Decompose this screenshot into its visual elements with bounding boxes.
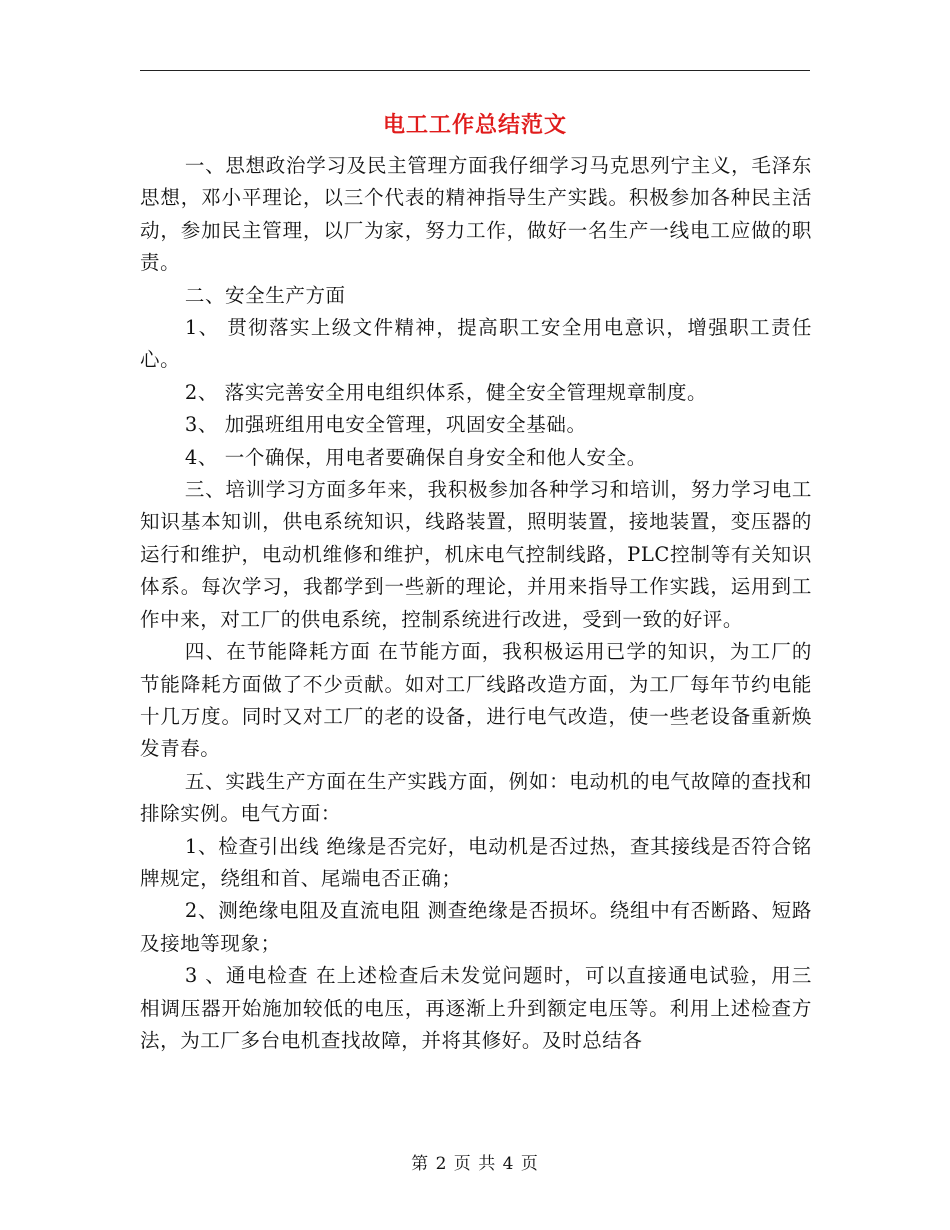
paragraph-political-study: 一、思想政治学习及民主管理方面我仔细学习马克思列宁主义，毛泽东思想，邓小平理论，以三个代表的精神指导生产实践。积极参加各种民主活动，参加民主管理，以厂为家，努力工作，做好一名生产一线电工应做的职责。: [140, 154, 812, 275]
paragraph-safety-item-1: 1、 贯彻落实上级文件精神，提高职工安全用电意识，增强职工责任心。: [140, 316, 812, 372]
paragraph-safety-item-4: 4、 一个确保，用电者要确保自身安全和他人安全。: [184, 445, 647, 469]
document-title: 电工工作总结范文: [382, 112, 567, 138]
document-body: [140, 150, 812, 1057]
paragraph-safety-item-2: 2、 落实完善安全用电组织体系，健全安全管理规章制度。: [184, 380, 708, 404]
paragraph-safety-heading: 二、安全生产方面: [184, 283, 346, 307]
page-number-footer: 第 2 页 共 4 页: [411, 1154, 539, 1174]
paragraph-practice-item-1: 1、检查引出线 绝缘是否完好，电动机是否过热，查其接线是否符合铭牌规定，绕组和首、尾端电否正确；: [140, 834, 812, 890]
paragraph-safety-item-3: 3、 加强班组用电安全管理，巩固安全基础。: [184, 413, 587, 437]
paragraph-practice: 五、实践生产方面在生产实践方面，例如：电动机的电气故障的查找和排除实例。电气方面：: [140, 769, 812, 826]
paragraph-energy-saving: 四、在节能降耗方面 在节能方面，我积极运用已学的知识，为工厂的节能降耗方面做了不少贡献。如对工厂线路改造方面，为工厂每年节约电能十几万度。同时又对工厂的老的设备，进行电气改造，使一些老设备重新焕发青春。: [140, 640, 812, 761]
paragraph-practice-item-3: 3 、通电检查 在上述检查后未发觉问题时，可以直接通电试验，用三相调压器开始施加较低的电压，再逐渐上升到额定电压等。利用上述检查方法，为工厂多台电机查找故障，并将其修好。及时总结各: [140, 964, 812, 1052]
paragraph-training: 三、培训学习方面多年来，我积极参加各种学习和培训，努力学习电工知识基本知训，供电系统知识，线路装置，照明装置，接地装置，变压器的运行和维护，电动机维修和维护，机床电气控制线路，PLC控制等有关知识体系。每次学习，我都学到一些新的理论，并用来指导工作实践，运用到工作中来，对工厂的供电系统，控制系统进行改进，受到一致的好评。: [140, 478, 812, 631]
paragraph-practice-item-2: 2、测绝缘电阻及直流电阻 测查绝缘是否损坏。绕组中有否断路、短路及接地等现象；: [140, 899, 812, 955]
header-rule: [140, 70, 810, 71]
